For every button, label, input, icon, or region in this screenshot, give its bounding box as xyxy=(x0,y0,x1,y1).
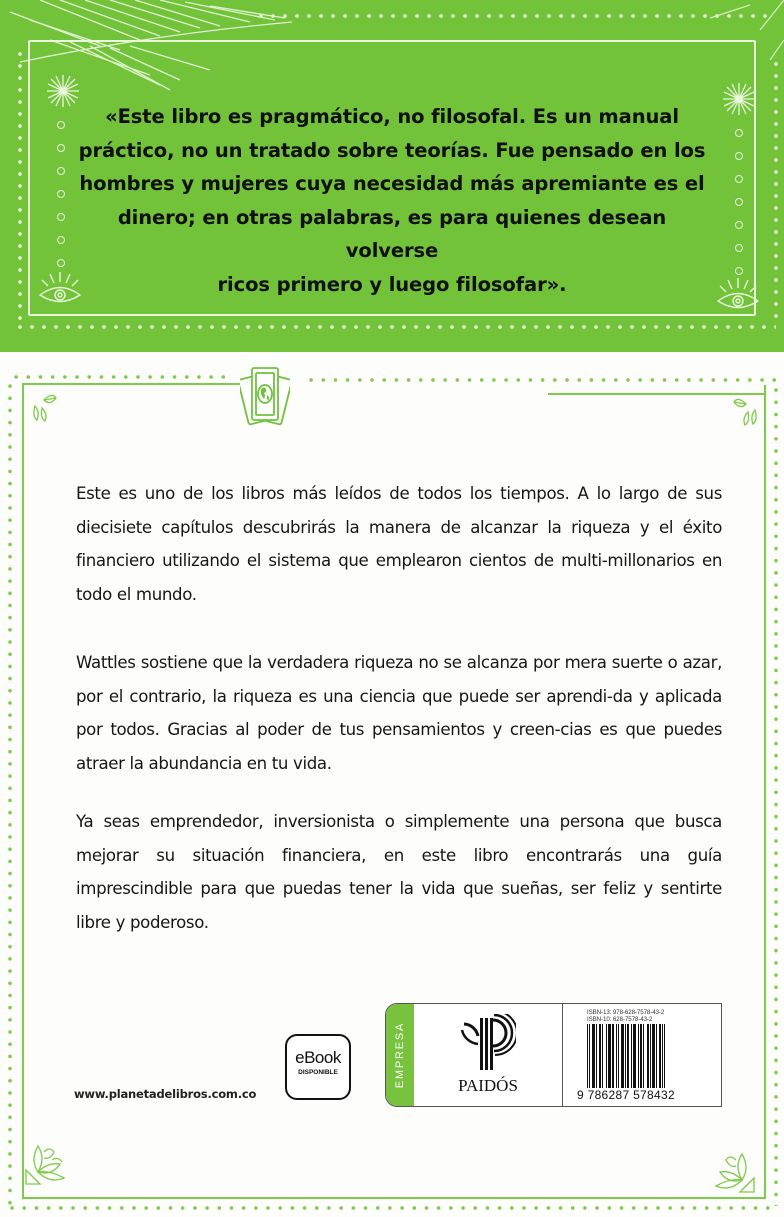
category-label: EMPRESA xyxy=(394,1021,406,1089)
quote-line: «Este libro es pragmático, no filosofal. Es un manual xyxy=(105,105,679,128)
leaves-icon xyxy=(30,392,58,422)
barcode-icon xyxy=(587,1024,681,1088)
isbn-13: ISBN-13: 978-628-7578-43-2 xyxy=(587,1009,665,1016)
dotted-border xyxy=(14,325,776,329)
dotted-border xyxy=(8,380,12,1206)
lotus-flower-icon xyxy=(24,1140,68,1186)
dotted-border xyxy=(255,14,775,18)
eye-icon xyxy=(714,276,762,312)
description-paragraph: Ya seas emprendedor, inversionista o simplemente una persona que busca mejorar su situación financiera, en este libro encontrarás una guía imprescindible para que puedas tener la vida que sueñas, ser feliz y sentirte libre y poderoso. xyxy=(76,812,722,932)
dotted-border xyxy=(305,378,779,382)
leaves-icon xyxy=(732,396,760,426)
ebook-badge xyxy=(285,1034,351,1100)
dotted-border xyxy=(774,58,778,326)
dotted-border xyxy=(774,384,778,1206)
pull-quote xyxy=(70,100,714,301)
category-band xyxy=(386,1004,414,1106)
quote-panel xyxy=(0,0,784,352)
ring-dots xyxy=(735,129,745,290)
starburst-icon xyxy=(722,82,756,116)
quote-line: dinero; en otras palabras, es para quienes desean volverse xyxy=(117,205,667,262)
barcode-area xyxy=(563,1004,721,1106)
publisher-name: PAIDÓS xyxy=(458,1076,518,1095)
ebook-title: eBook xyxy=(295,1048,341,1067)
description-paragraph: Este es uno de los libros más leídos de todos los tiempos. A lo largo de sus diecisiete capítulos descubrirás la manera de alcanzar la riqueza y el éxito financiero utilizando el sistema que emplearon cientos de multi-millonarios en todo el mundo. xyxy=(76,484,722,604)
description-paragraph: Wattles sostiene que la verdadera riqueza no se alcanza por mera suerte o azar, por el contrario, la riqueza es una ciencia que puede ser aprendi-da y aplicada por todos. Gracias al poder de tus pensamientos y creen-cias es que puedes atraer la abundancia en tu vida. xyxy=(76,653,722,773)
dotted-border xyxy=(18,48,22,326)
ebook-subtitle: DISPONIBLE xyxy=(298,1069,338,1076)
lotus-flower-icon xyxy=(712,1148,756,1194)
ring-dots xyxy=(57,121,67,282)
publisher-website-link[interactable]: www.planetadelibros.com.co xyxy=(74,1087,257,1101)
paidos-logo-icon xyxy=(460,1014,516,1074)
publisher-logo-area xyxy=(414,1004,563,1106)
barcode-number: 9 786287 578432 xyxy=(577,1088,675,1102)
dotted-border xyxy=(10,375,232,379)
quote-line: hombres y mujeres cuya necesidad más apremiante es el xyxy=(79,172,705,195)
quote-line: práctico, no un tratado sobre teorías. Fue pensado en los xyxy=(78,138,706,162)
dotted-border xyxy=(6,1206,778,1210)
isbn-10: ISBN-10: 628-7578-43-2 xyxy=(587,1016,653,1023)
money-cards-globe-icon xyxy=(240,366,290,432)
quote-line: ricos primero y luego filosofar». xyxy=(217,272,567,296)
publisher-box xyxy=(385,1003,722,1107)
